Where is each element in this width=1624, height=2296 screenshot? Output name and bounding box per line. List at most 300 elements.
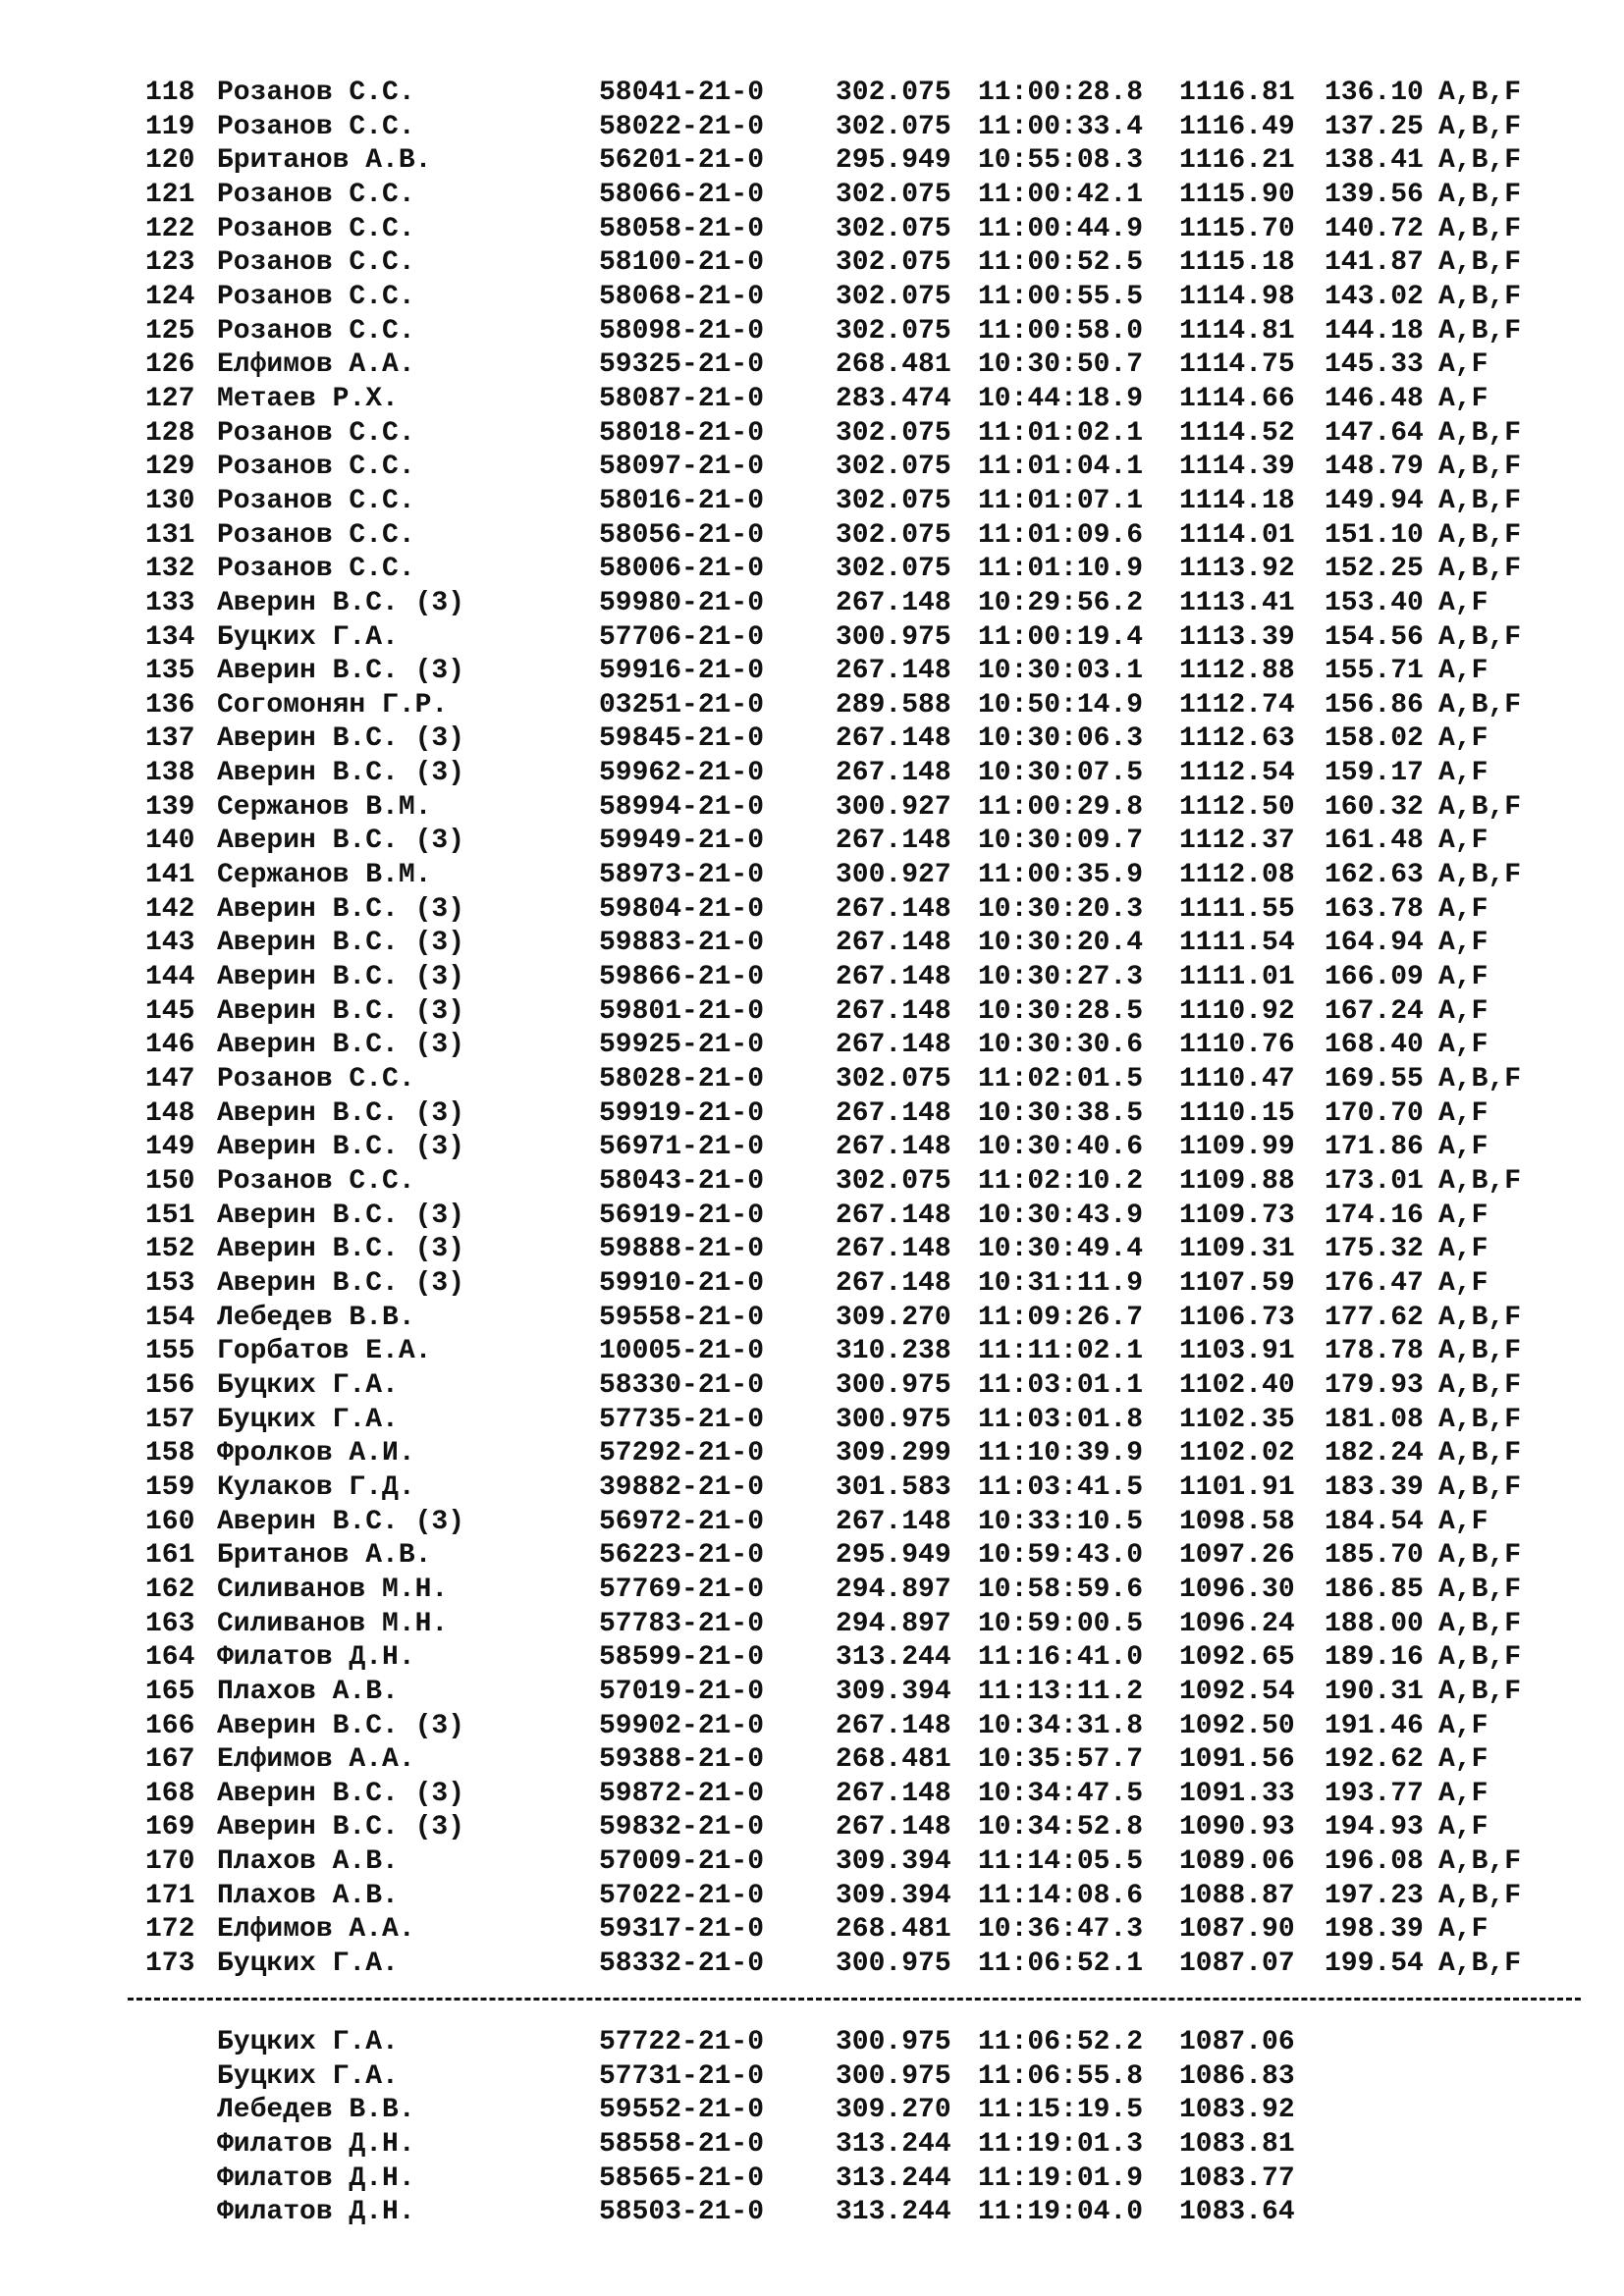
participant-name: Горбатов Е.А.	[217, 1336, 432, 1367]
place-number: 168	[145, 1778, 195, 1809]
speed-value: 1111.01	[1179, 962, 1295, 993]
ring-id: 56971-21-0	[599, 1132, 765, 1163]
speed-value: 1115.70	[1179, 213, 1295, 244]
points-value: 176.47	[1325, 1267, 1424, 1299]
speed-value: 1109.73	[1179, 1200, 1295, 1231]
table-row	[145, 1811, 1579, 1845]
arrival-time: 10:30:50.7	[978, 349, 1144, 381]
points-value: 170.70	[1325, 1097, 1424, 1129]
speed-value: 1096.30	[1179, 1574, 1295, 1605]
ring-id: 59388-21-0	[599, 1744, 765, 1776]
arrival-time: 10:30:07.5	[978, 758, 1144, 789]
arrival-time: 11:09:26.7	[978, 1302, 1144, 1333]
points-value: 154.56	[1325, 621, 1424, 653]
speed-value: 1090.93	[1179, 1812, 1295, 1843]
class-codes: A,F	[1438, 349, 1489, 381]
distance-km: 300.975	[836, 2060, 951, 2092]
place-number: 147	[145, 1064, 195, 1095]
ring-id: 58097-21-0	[599, 452, 765, 483]
place-number: 129	[145, 452, 195, 483]
distance-km: 302.075	[836, 213, 951, 244]
speed-value: 1106.73	[1179, 1302, 1295, 1333]
speed-value: 1112.88	[1179, 656, 1295, 687]
arrival-time: 10:29:56.2	[978, 587, 1144, 618]
ring-id: 58066-21-0	[599, 179, 765, 210]
participant-name: Метаев Р.Х.	[217, 383, 399, 414]
arrival-time: 11:11:02.1	[978, 1336, 1144, 1367]
ring-id: 57731-21-0	[599, 2060, 765, 2092]
unplaced-results-table	[145, 2026, 1579, 2230]
table-row	[145, 77, 1579, 111]
place-number: 121	[145, 179, 195, 210]
distance-km: 302.075	[836, 1166, 951, 1197]
speed-value: 1114.98	[1179, 281, 1295, 312]
class-codes: A,F	[1438, 1914, 1489, 1946]
class-codes: A,F	[1438, 383, 1489, 414]
distance-km: 302.075	[836, 1064, 951, 1095]
participant-name: Аверин В.С. (3)	[217, 995, 465, 1027]
speed-value: 1114.75	[1179, 349, 1295, 381]
ring-id: 58994-21-0	[599, 791, 765, 823]
place-number: 120	[145, 145, 195, 177]
speed-value: 1114.66	[1179, 383, 1295, 414]
distance-km: 267.148	[836, 1200, 951, 1231]
speed-value: 1113.39	[1179, 621, 1295, 653]
table-row	[145, 1471, 1579, 1506]
points-value: 144.18	[1325, 315, 1424, 347]
class-codes: A,F	[1438, 1812, 1489, 1843]
participant-name: Аверин В.С. (3)	[217, 1132, 465, 1163]
participant-name: Аверин В.С. (3)	[217, 587, 465, 618]
table-row	[145, 2026, 1579, 2060]
speed-value: 1115.18	[1179, 247, 1295, 279]
speed-value: 1092.50	[1179, 1710, 1295, 1741]
participant-name: Аверин В.С. (3)	[217, 758, 465, 789]
table-row	[145, 927, 1579, 961]
distance-km: 309.299	[836, 1438, 951, 1469]
arrival-time: 11:00:19.4	[978, 621, 1144, 653]
arrival-time: 10:34:52.8	[978, 1812, 1144, 1843]
table-row	[145, 757, 1579, 791]
speed-value: 1109.31	[1179, 1234, 1295, 1265]
points-value: 137.25	[1325, 111, 1424, 142]
class-codes: A,F	[1438, 656, 1489, 687]
points-value: 161.48	[1325, 826, 1424, 857]
participant-name: Аверин В.С. (3)	[217, 1506, 465, 1537]
points-value: 158.02	[1325, 723, 1424, 755]
points-value: 149.94	[1325, 485, 1424, 516]
ring-id: 58098-21-0	[599, 315, 765, 347]
points-value: 198.39	[1325, 1914, 1424, 1946]
class-codes: A,F	[1438, 723, 1489, 755]
ring-id: 57735-21-0	[599, 1404, 765, 1435]
place-number: 173	[145, 1949, 195, 1980]
table-row	[145, 1302, 1579, 1336]
table-row	[145, 893, 1579, 928]
table-row	[145, 2163, 1579, 2197]
table-row	[145, 1845, 1579, 1880]
table-row	[145, 246, 1579, 281]
points-value: 156.86	[1325, 689, 1424, 721]
ring-id: 10005-21-0	[599, 1336, 765, 1367]
table-row	[145, 519, 1579, 554]
speed-value: 1112.37	[1179, 826, 1295, 857]
points-value: 169.55	[1325, 1064, 1424, 1095]
arrival-time: 11:00:33.4	[978, 111, 1144, 142]
distance-km: 267.148	[836, 656, 951, 687]
place-number: 127	[145, 383, 195, 414]
class-codes: A,F	[1438, 1132, 1489, 1163]
distance-km: 268.481	[836, 1744, 951, 1776]
table-row	[145, 1880, 1579, 1914]
table-row	[145, 1165, 1579, 1200]
distance-km: 300.975	[836, 1949, 951, 1980]
class-codes: A,B,F	[1438, 1846, 1522, 1878]
place-number: 162	[145, 1574, 195, 1605]
distance-km: 267.148	[836, 1778, 951, 1809]
points-value: 160.32	[1325, 791, 1424, 823]
distance-km: 302.075	[836, 281, 951, 312]
participant-name: Филатов Д.Н.	[217, 2128, 415, 2160]
class-codes: A,F	[1438, 928, 1489, 959]
ring-id: 58022-21-0	[599, 111, 765, 142]
arrival-time: 10:35:57.7	[978, 1744, 1144, 1776]
table-row	[145, 1608, 1579, 1642]
ring-id: 59866-21-0	[599, 962, 765, 993]
ring-id: 58330-21-0	[599, 1369, 765, 1401]
class-codes: A,B,F	[1438, 1880, 1522, 1911]
class-codes: A,B,F	[1438, 1369, 1522, 1401]
speed-value: 1113.92	[1179, 554, 1295, 585]
ring-id: 59845-21-0	[599, 723, 765, 755]
arrival-time: 10:59:00.5	[978, 1608, 1144, 1639]
distance-km: 300.975	[836, 1369, 951, 1401]
distance-km: 313.244	[836, 2197, 951, 2228]
points-value: 179.93	[1325, 1369, 1424, 1401]
place-number: 161	[145, 1540, 195, 1572]
place-number: 138	[145, 758, 195, 789]
speed-value: 1083.77	[1179, 2163, 1295, 2194]
distance-km: 309.394	[836, 1880, 951, 1911]
points-value: 148.79	[1325, 452, 1424, 483]
ring-id: 58599-21-0	[599, 1642, 765, 1674]
speed-value: 1091.33	[1179, 1778, 1295, 1809]
ring-id: 57009-21-0	[599, 1846, 765, 1878]
class-codes: A,F	[1438, 1234, 1489, 1265]
participant-name: Аверин В.С. (3)	[217, 1030, 465, 1061]
speed-value: 1098.58	[1179, 1506, 1295, 1537]
distance-km: 294.897	[836, 1608, 951, 1639]
distance-km: 268.481	[836, 349, 951, 381]
distance-km: 268.481	[836, 1914, 951, 1946]
arrival-time: 10:30:20.3	[978, 893, 1144, 925]
ring-id: 58028-21-0	[599, 1064, 765, 1095]
class-codes: A,B,F	[1438, 1574, 1522, 1605]
ring-id: 59910-21-0	[599, 1267, 765, 1299]
ring-id: 59949-21-0	[599, 826, 765, 857]
ring-id: 57022-21-0	[599, 1880, 765, 1911]
distance-km: 267.148	[836, 1710, 951, 1741]
ring-id: 56919-21-0	[599, 1200, 765, 1231]
participant-name: Лебедев В.В.	[217, 2095, 415, 2126]
points-value: 196.08	[1325, 1846, 1424, 1878]
place-number: 170	[145, 1846, 195, 1878]
participant-name: Плахов А.В.	[217, 1676, 399, 1707]
points-value: 143.02	[1325, 281, 1424, 312]
table-row	[145, 213, 1579, 247]
ring-id: 59919-21-0	[599, 1097, 765, 1129]
participant-name: Розанов С.С.	[217, 1166, 415, 1197]
arrival-time: 11:00:52.5	[978, 247, 1144, 279]
participant-name: Британов А.В.	[217, 145, 432, 177]
speed-value: 1109.99	[1179, 1132, 1295, 1163]
arrival-time: 10:36:47.3	[978, 1914, 1144, 1946]
points-value: 182.24	[1325, 1438, 1424, 1469]
class-codes: A,B,F	[1438, 417, 1522, 449]
points-value: 190.31	[1325, 1676, 1424, 1707]
participant-name: Британов А.В.	[217, 1540, 432, 1572]
class-codes: A,B,F	[1438, 1540, 1522, 1572]
ring-id: 58100-21-0	[599, 247, 765, 279]
speed-value: 1110.15	[1179, 1097, 1295, 1129]
arrival-time: 11:02:10.2	[978, 1166, 1144, 1197]
arrival-time: 10:50:14.9	[978, 689, 1144, 721]
speed-value: 1112.74	[1179, 689, 1295, 721]
speed-value: 1096.24	[1179, 1608, 1295, 1639]
distance-km: 302.075	[836, 519, 951, 551]
place-number: 131	[145, 519, 195, 551]
arrival-time: 11:19:04.0	[978, 2197, 1144, 2228]
distance-km: 267.148	[836, 587, 951, 618]
points-value: 183.39	[1325, 1471, 1424, 1503]
points-value: 139.56	[1325, 179, 1424, 210]
arrival-time: 11:13:11.2	[978, 1676, 1144, 1707]
class-codes: A,F	[1438, 1030, 1489, 1061]
speed-value: 1112.54	[1179, 758, 1295, 789]
distance-km: 267.148	[836, 928, 951, 959]
table-row	[145, 1063, 1579, 1097]
table-row	[145, 315, 1579, 349]
table-row	[145, 1948, 1579, 1982]
place-number: 146	[145, 1030, 195, 1061]
class-codes: A,B,F	[1438, 791, 1522, 823]
speed-value: 1116.49	[1179, 111, 1295, 142]
ring-id: 59916-21-0	[599, 656, 765, 687]
place-number: 145	[145, 995, 195, 1027]
participant-name: Филатов Д.Н.	[217, 1642, 415, 1674]
participant-name: Розанов С.С.	[217, 247, 415, 279]
arrival-time: 11:10:39.9	[978, 1438, 1144, 1469]
ring-id: 59804-21-0	[599, 893, 765, 925]
points-value: 191.46	[1325, 1710, 1424, 1741]
speed-value: 1087.06	[1179, 2027, 1295, 2057]
participant-name: Филатов Д.Н.	[217, 2197, 415, 2228]
class-codes: A,F	[1438, 1097, 1489, 1129]
distance-km: 267.148	[836, 1812, 951, 1843]
table-row	[145, 587, 1579, 621]
points-value: 197.23	[1325, 1880, 1424, 1911]
ring-id: 58558-21-0	[599, 2128, 765, 2160]
place-number: 167	[145, 1744, 195, 1776]
place-number: 160	[145, 1506, 195, 1537]
arrival-time: 10:30:03.1	[978, 656, 1144, 687]
points-value: 167.24	[1325, 995, 1424, 1027]
arrival-time: 11:03:41.5	[978, 1471, 1144, 1503]
participant-name: Аверин В.С. (3)	[217, 962, 465, 993]
table-row	[145, 144, 1579, 179]
place-number: 151	[145, 1200, 195, 1231]
speed-value: 1089.06	[1179, 1846, 1295, 1878]
class-codes: A,B,F	[1438, 860, 1522, 891]
distance-km: 300.927	[836, 791, 951, 823]
table-row	[145, 1131, 1579, 1165]
place-number: 172	[145, 1914, 195, 1946]
place-number: 152	[145, 1234, 195, 1265]
ring-id: 59980-21-0	[599, 587, 765, 618]
table-row	[145, 1574, 1579, 1608]
place-number: 148	[145, 1097, 195, 1129]
speed-value: 1116.21	[1179, 145, 1295, 177]
class-codes: A,B,F	[1438, 315, 1522, 347]
speed-value: 1110.92	[1179, 995, 1295, 1027]
participant-name: Розанов С.С.	[217, 78, 415, 108]
speed-value: 1083.81	[1179, 2128, 1295, 2160]
points-value: 146.48	[1325, 383, 1424, 414]
speed-value: 1111.55	[1179, 893, 1295, 925]
distance-km: 302.075	[836, 315, 951, 347]
place-number: 159	[145, 1471, 195, 1503]
class-codes: A,B,F	[1438, 1676, 1522, 1707]
table-row	[145, 859, 1579, 893]
points-value: 199.54	[1325, 1949, 1424, 1980]
participant-name: Буцких Г.А.	[217, 2060, 399, 2092]
speed-value: 1110.76	[1179, 1030, 1295, 1061]
arrival-time: 11:00:44.9	[978, 213, 1144, 244]
distance-km: 313.244	[836, 2163, 951, 2194]
table-row	[145, 1913, 1579, 1948]
distance-km: 267.148	[836, 962, 951, 993]
speed-value: 1114.81	[1179, 315, 1295, 347]
table-row	[145, 995, 1579, 1030]
place-number: 150	[145, 1166, 195, 1197]
participant-name: Розанов С.С.	[217, 417, 415, 449]
speed-value: 1109.88	[1179, 1166, 1295, 1197]
speed-value: 1114.39	[1179, 452, 1295, 483]
distance-km: 302.075	[836, 554, 951, 585]
ring-id: 03251-21-0	[599, 689, 765, 721]
arrival-time: 11:06:52.2	[978, 2027, 1144, 2057]
section-divider	[128, 1998, 1581, 2001]
table-row	[145, 1029, 1579, 1063]
participant-name: Аверин В.С. (3)	[217, 1778, 465, 1809]
table-row	[145, 1506, 1579, 1540]
place-number: 140	[145, 826, 195, 857]
points-value: 184.54	[1325, 1506, 1424, 1537]
speed-value: 1087.07	[1179, 1949, 1295, 1980]
distance-km: 267.148	[836, 758, 951, 789]
speed-value: 1097.26	[1179, 1540, 1295, 1572]
participant-name: Аверин В.С. (3)	[217, 826, 465, 857]
table-row	[145, 348, 1579, 383]
distance-km: 283.474	[836, 383, 951, 414]
place-number: 118	[145, 78, 195, 108]
table-row	[145, 791, 1579, 826]
arrival-time: 11:02:01.5	[978, 1064, 1144, 1095]
participant-name: Розанов С.С.	[217, 554, 415, 585]
participant-name: Фролков А.И.	[217, 1438, 415, 1469]
distance-km: 267.148	[836, 1097, 951, 1129]
class-codes: A,F	[1438, 893, 1489, 925]
ring-id: 59325-21-0	[599, 349, 765, 381]
arrival-time: 10:30:40.6	[978, 1132, 1144, 1163]
table-row	[145, 1267, 1579, 1302]
place-number: 158	[145, 1438, 195, 1469]
distance-km: 267.148	[836, 1506, 951, 1537]
speed-value: 1113.41	[1179, 587, 1295, 618]
class-codes: A,B,F	[1438, 1404, 1522, 1435]
table-row	[145, 1641, 1579, 1676]
participant-name: Сержанов В.М.	[217, 860, 432, 891]
participant-name: Филатов Д.Н.	[217, 2163, 415, 2194]
speed-value: 1111.54	[1179, 928, 1295, 959]
points-value: 192.62	[1325, 1744, 1424, 1776]
place-number: 125	[145, 315, 195, 347]
speed-value: 1088.87	[1179, 1880, 1295, 1911]
distance-km: 267.148	[836, 1234, 951, 1265]
participant-name: Аверин В.С. (3)	[217, 893, 465, 925]
distance-km: 295.949	[836, 1540, 951, 1572]
speed-value: 1112.50	[1179, 791, 1295, 823]
participant-name: Розанов С.С.	[217, 315, 415, 347]
participant-name: Розанов С.С.	[217, 452, 415, 483]
ring-id: 58973-21-0	[599, 860, 765, 891]
table-row	[145, 179, 1579, 213]
points-value: 138.41	[1325, 145, 1424, 177]
participant-name: Силиванов М.Н.	[217, 1608, 449, 1639]
speed-value: 1112.08	[1179, 860, 1295, 891]
arrival-time: 10:30:09.7	[978, 826, 1144, 857]
class-codes: A,B,F	[1438, 179, 1522, 210]
class-codes: A,B,F	[1438, 78, 1522, 108]
arrival-time: 11:01:09.6	[978, 519, 1144, 551]
place-number: 134	[145, 621, 195, 653]
ring-id: 59832-21-0	[599, 1812, 765, 1843]
speed-value: 1114.18	[1179, 485, 1295, 516]
speed-value: 1087.90	[1179, 1914, 1295, 1946]
participant-name: Елфимов А.А.	[217, 1744, 415, 1776]
distance-km: 309.394	[836, 1846, 951, 1878]
place-number: 171	[145, 1880, 195, 1911]
ring-id: 59925-21-0	[599, 1030, 765, 1061]
ring-id: 59317-21-0	[599, 1914, 765, 1946]
place-number: 139	[145, 791, 195, 823]
place-number: 149	[145, 1132, 195, 1163]
speed-value: 1110.47	[1179, 1064, 1295, 1095]
arrival-time: 11:01:02.1	[978, 417, 1144, 449]
table-row	[145, 451, 1579, 485]
ring-id: 58565-21-0	[599, 2163, 765, 2194]
table-row	[145, 1097, 1579, 1132]
place-number: 165	[145, 1676, 195, 1707]
ring-id: 56201-21-0	[599, 145, 765, 177]
class-codes: A,B,F	[1438, 281, 1522, 312]
participant-name: Розанов С.С.	[217, 281, 415, 312]
distance-km: 267.148	[836, 723, 951, 755]
class-codes: A,B,F	[1438, 621, 1522, 653]
class-codes: A,B,F	[1438, 1438, 1522, 1469]
speed-value: 1083.92	[1179, 2095, 1295, 2126]
table-row	[145, 621, 1579, 656]
